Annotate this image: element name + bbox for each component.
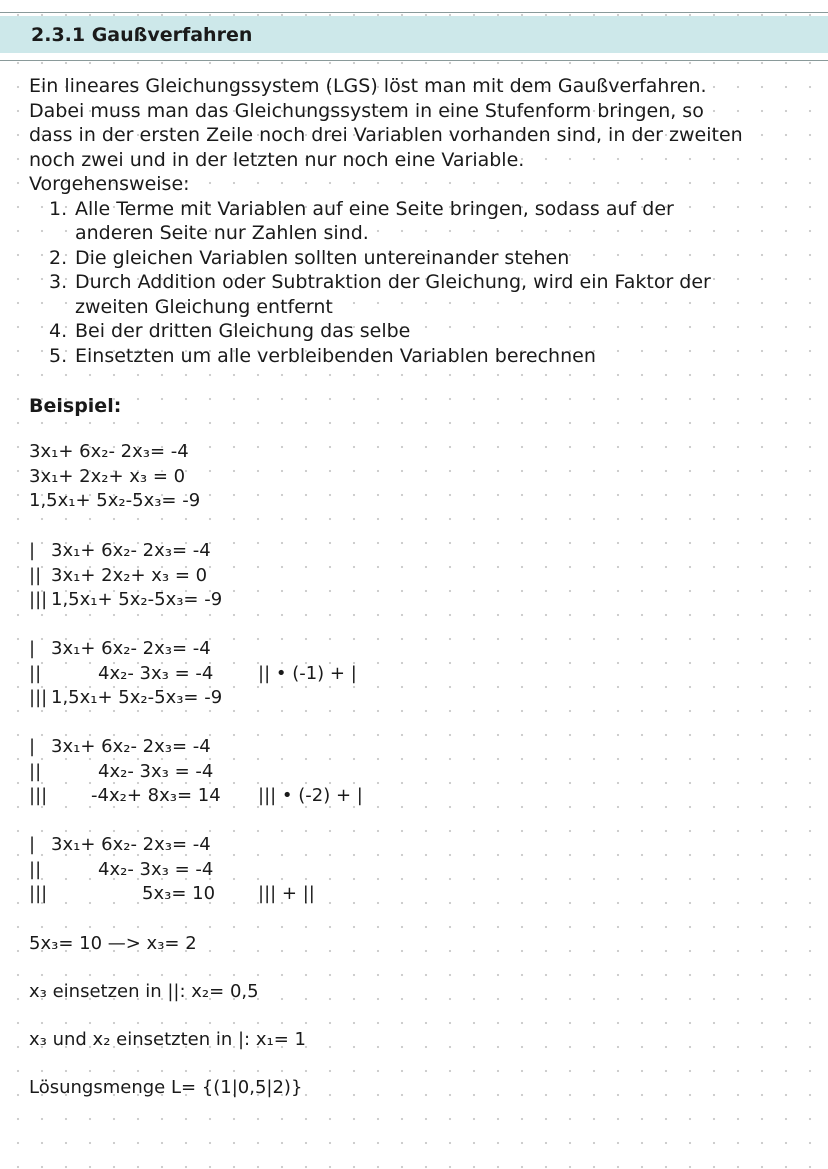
step-text: Durch Addition oder Subtraktion der Gleichung, wird ein Faktor der (75, 271, 711, 293)
equation: 3x₁+ 6x₂- 2x₃= -4 (51, 736, 211, 757)
step-number: 1. (49, 197, 68, 220)
equation: 3x₁+ 6x₂- 2x₃= -4 (29, 441, 189, 462)
row-label: ||| (29, 785, 48, 806)
result-x3: 5x₃= 10 —> x₃= 2 (29, 933, 197, 954)
row-label: || (29, 564, 42, 586)
step-text: Die gleichen Variablen sollten untereinander stehen (75, 246, 570, 269)
step-item (29, 344, 819, 369)
equation: 4x₂- 3x₃ = -4 (98, 662, 214, 684)
step-text: zweiten Gleichung entfernt (75, 295, 333, 318)
intro-line: Dabei muss man das Gleichungssystem in eine Stufenform bringen, so (29, 99, 704, 122)
row-label: || (29, 662, 42, 684)
row-operation: ||| + || (258, 883, 315, 904)
step-text: Bei der dritten Gleichung das selbe (75, 320, 411, 342)
equation: 1,5x₁+ 5x₂-5x₃= -9 (51, 687, 223, 708)
step-number: 2. (49, 246, 68, 269)
step-number: 3. (49, 271, 68, 293)
row-label: | (29, 834, 36, 855)
equation: 4x₂- 3x₃ = -4 (98, 858, 214, 880)
equation: 1,5x₁+ 5x₂-5x₃= -9 (29, 490, 201, 511)
row-operation: || • (-1) + | (258, 662, 357, 684)
row-label: | (29, 736, 36, 757)
page-title: 2.3.1 Gaußverfahren (31, 24, 253, 46)
elimination-step-2 (29, 735, 429, 809)
procedure-heading: Vorgehensweise: (29, 173, 190, 195)
step-number: 5. (49, 344, 68, 367)
equation: 3x₁+ 6x₂- 2x₃= -4 (51, 638, 211, 659)
step-text: Einsetzten um alle verbleibenden Variablen berechnen (75, 344, 596, 367)
intro-line: Ein lineares Gleichungssystem (LGS) löst man mit dem Gaußverfahren. (29, 75, 707, 97)
solution-set: Lösungsmenge L= {(1|0,5|2)} (29, 1077, 303, 1098)
row-label: || (29, 858, 42, 880)
elimination-step-3 (29, 833, 429, 907)
equation: 1,5x₁+ 5x₂-5x₃= -9 (51, 589, 223, 610)
row-operation: ||| • (-2) + | (258, 785, 363, 806)
example-heading: Beispiel: (29, 395, 122, 417)
intro-line: noch zwei und in der letzten nur noch eine Variable. (29, 148, 525, 171)
step-item (29, 319, 819, 344)
step-item (29, 197, 819, 246)
result-x1: x₃ und x₂ einsetzten in |: x₁= 1 (29, 1029, 306, 1050)
row-label: ||| (29, 883, 48, 904)
step-item (29, 270, 819, 319)
row-label: ||| (29, 687, 48, 708)
intro-line: dass in der ersten Zeile noch drei Variablen vorhanden sind, in der zweiten (29, 124, 743, 146)
row-label: | (29, 540, 36, 561)
row-label: ||| (29, 589, 48, 610)
equation: 5x₃= 10 (142, 883, 216, 904)
equation: 3x₁+ 2x₂+ x₃ = 0 (29, 465, 186, 487)
intro-text (29, 74, 819, 368)
step-number: 4. (49, 320, 68, 342)
equation: 3x₁+ 6x₂- 2x₃= -4 (51, 834, 211, 855)
equation: -4x₂+ 8x₃= 14 (91, 785, 221, 806)
row-label: || (29, 760, 42, 782)
procedure-steps (29, 197, 819, 369)
equation: 3x₁+ 6x₂- 2x₃= -4 (51, 540, 211, 561)
header-underline (0, 60, 828, 61)
step-item (29, 246, 819, 271)
step-text: Alle Terme mit Variablen auf eine Seite bringen, sodass auf der (75, 197, 674, 220)
elimination-step-1 (29, 637, 429, 711)
step-text: anderen Seite nur Zahlen sind. (75, 222, 369, 244)
row-label: | (29, 638, 36, 659)
top-rule (0, 12, 828, 13)
equation: 4x₂- 3x₃ = -4 (98, 760, 214, 782)
result-x2: x₃ einsetzen in ||: x₂= 0,5 (29, 981, 259, 1002)
equation: 3x₁+ 2x₂+ x₃ = 0 (51, 564, 208, 586)
